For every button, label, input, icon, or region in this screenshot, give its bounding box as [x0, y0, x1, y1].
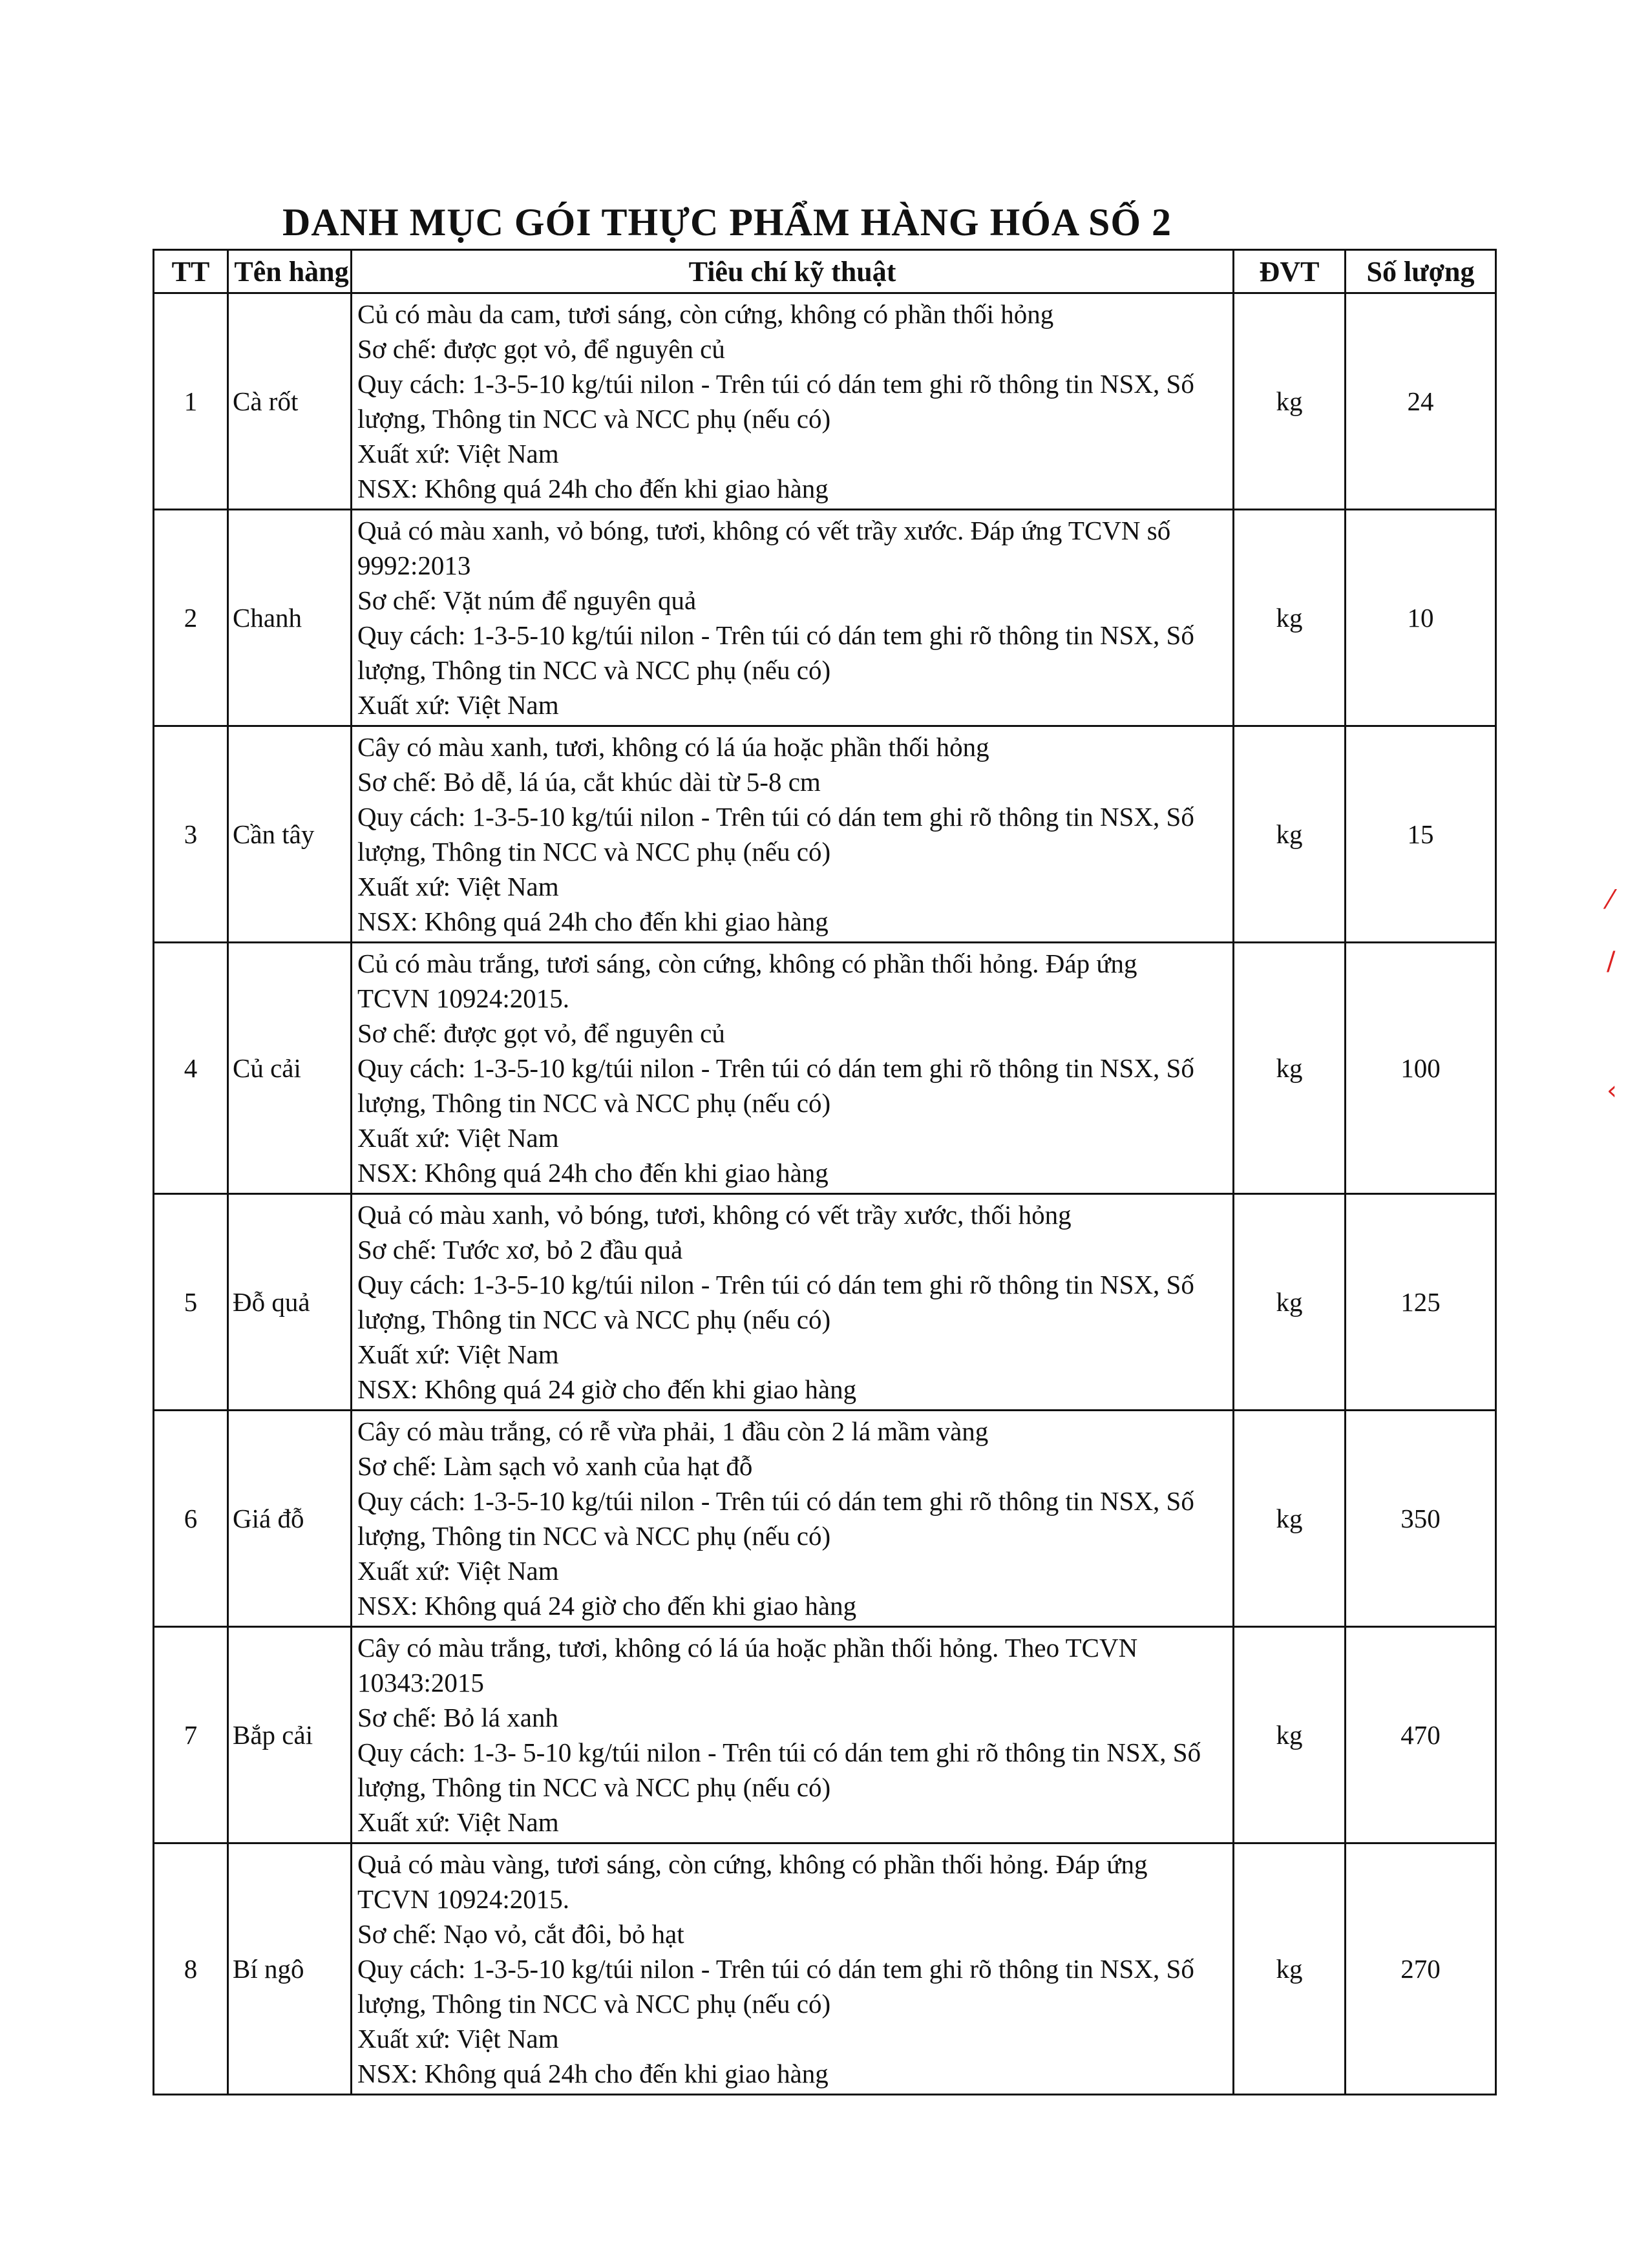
row-spec: [352, 1843, 1234, 2095]
row-spec: [352, 726, 1234, 943]
spec-line: Xuất xứ: Việt Nam: [357, 1123, 559, 1153]
spec-line: NSX: Không quá 24h cho đến khi giao hàng: [357, 1158, 829, 1188]
spec-line: lượng, Thông tin NCC và NCC phụ (nếu có): [357, 1772, 831, 1802]
spec-line: NSX: Không quá 24h cho đến khi giao hàng: [357, 907, 829, 936]
row-unit: kg: [1234, 1843, 1346, 2095]
row-name: Bắp cải: [228, 1627, 352, 1843]
spec-line: NSX: Không quá 24h cho đến khi giao hàng: [357, 2059, 829, 2088]
header-name: Tên hàng: [228, 250, 352, 293]
row-name: Bí ngô: [228, 1843, 352, 2095]
spec-line: lượng, Thông tin NCC và NCC phụ (nếu có): [357, 1088, 831, 1118]
table-row: [154, 293, 1496, 510]
row-tt: 1: [154, 293, 228, 510]
row-tt: 6: [154, 1411, 228, 1627]
spec-line: NSX: Không quá 24 giờ cho đến khi giao hàng: [357, 1591, 857, 1621]
spec-line: Quy cách: 1-3- 5-10 kg/túi nilon - Trên túi có dán tem ghi rõ thông tin NSX, Số: [357, 1738, 1201, 1767]
spec-line: Sơ chế: Vặt núm để nguyên quả: [357, 585, 697, 615]
row-name: Đỗ quả: [228, 1194, 352, 1411]
row-qty: 100: [1346, 943, 1496, 1194]
spec-line: Quy cách: 1-3-5-10 kg/túi nilon - Trên túi có dán tem ghi rõ thông tin NSX, Số: [357, 1486, 1194, 1516]
spec-line: Sơ chế: Bỏ lá xanh: [357, 1703, 558, 1732]
spec-line: Sơ chế: được gọt vỏ, để nguyên củ: [357, 334, 725, 364]
row-spec: [352, 943, 1234, 1194]
row-spec: [352, 1411, 1234, 1627]
row-qty: 24: [1346, 293, 1496, 510]
spec-line: Quy cách: 1-3-5-10 kg/túi nilon - Trên túi có dán tem ghi rõ thông tin NSX, Số: [357, 802, 1194, 832]
spec-line: Quy cách: 1-3-5-10 kg/túi nilon - Trên túi có dán tem ghi rõ thông tin NSX, Số: [357, 620, 1194, 650]
row-qty: 15: [1346, 726, 1496, 943]
table-row: [154, 1194, 1496, 1411]
margin-mark: /: [1607, 947, 1616, 976]
goods-table: [153, 249, 1497, 2095]
spec-line: Sơ chế: Bỏ dễ, lá úa, cắt khúc dài từ 5-8 cm: [357, 767, 821, 797]
spec-line: Sơ chế: Làm sạch vỏ xanh của hạt đỗ: [357, 1451, 753, 1481]
spec-line: Sơ chế: Tước xơ, bỏ 2 đầu quả: [357, 1235, 683, 1265]
row-name: Cần tây: [228, 726, 352, 943]
row-tt: 7: [154, 1627, 228, 1843]
row-unit: kg: [1234, 510, 1346, 726]
row-spec: [352, 1627, 1234, 1843]
spec-line: Củ có màu da cam, tươi sáng, còn cứng, không có phần thối hỏng: [357, 299, 1054, 329]
row-unit: kg: [1234, 943, 1346, 1194]
spec-line: Xuất xứ: Việt Nam: [357, 439, 559, 468]
spec-line: Sơ chế: Nạo vỏ, cắt đôi, bỏ hạt: [357, 1919, 684, 1949]
row-unit: kg: [1234, 1411, 1346, 1627]
spec-line: lượng, Thông tin NCC và NCC phụ (nếu có): [357, 1989, 831, 2019]
row-spec: [352, 1194, 1234, 1411]
row-tt: 3: [154, 726, 228, 943]
row-name: Củ cải: [228, 943, 352, 1194]
row-unit: kg: [1234, 1194, 1346, 1411]
spec-line: TCVN 10924:2015.: [357, 1884, 569, 1914]
row-qty: 350: [1346, 1411, 1496, 1627]
spec-line: NSX: Không quá 24 giờ cho đến khi giao hàng: [357, 1374, 857, 1404]
row-qty: 10: [1346, 510, 1496, 726]
row-unit: kg: [1234, 726, 1346, 943]
row-tt: 8: [154, 1843, 228, 2095]
page-title: [0, 200, 1648, 245]
margin-mark: ⁄: [1608, 885, 1612, 915]
row-qty: 125: [1346, 1194, 1496, 1411]
table-row: [154, 1627, 1496, 1843]
header-spec: Tiêu chí kỹ thuật: [352, 250, 1234, 293]
row-tt: 4: [154, 943, 228, 1194]
spec-line: Quy cách: 1-3-5-10 kg/túi nilon - Trên túi có dán tem ghi rõ thông tin NSX, Số: [357, 1270, 1194, 1299]
spec-line: 10343:2015: [357, 1668, 484, 1697]
spec-line: 9992:2013: [357, 551, 471, 580]
spec-line: lượng, Thông tin NCC và NCC phụ (nếu có): [357, 837, 831, 866]
table-body: [154, 293, 1496, 2095]
spec-line: Xuất xứ: Việt Nam: [357, 1556, 559, 1586]
row-spec: [352, 510, 1234, 726]
spec-line: Xuất xứ: Việt Nam: [357, 2024, 559, 2053]
header-unit: ĐVT: [1234, 250, 1346, 293]
table-row: [154, 510, 1496, 726]
spec-line: NSX: Không quá 24h cho đến khi giao hàng: [357, 474, 829, 503]
table-row: [154, 726, 1496, 943]
spec-line: TCVN 10924:2015.: [357, 983, 569, 1013]
row-name: Chanh: [228, 510, 352, 726]
page-title-text: DANH MỤC GÓI THỰC PHẨM HÀNG HÓA SỐ 2: [282, 201, 1172, 244]
spec-line: Cây có màu trắng, có rễ vừa phải, 1 đầu còn 2 lá mầm vàng: [357, 1416, 989, 1446]
table-row: [154, 1843, 1496, 2095]
row-name: Cà rốt: [228, 293, 352, 510]
spec-line: lượng, Thông tin NCC và NCC phụ (nếu có): [357, 1521, 831, 1551]
spec-line: Quả có màu xanh, vỏ bóng, tươi, không có vết trầy xước. Đáp ứng TCVN số: [357, 516, 1171, 545]
spec-line: Xuất xứ: Việt Nam: [357, 690, 559, 720]
spec-line: Xuất xứ: Việt Nam: [357, 872, 559, 901]
margin-mark: ‹: [1607, 1076, 1617, 1106]
spec-line: Cây có màu trắng, tươi, không có lá úa hoặc phần thối hỏng. Theo TCVN: [357, 1633, 1138, 1663]
spec-line: Xuất xứ: Việt Nam: [357, 1807, 559, 1837]
row-qty: 270: [1346, 1843, 1496, 2095]
row-name: Giá đỗ: [228, 1411, 352, 1627]
spec-line: lượng, Thông tin NCC và NCC phụ (nếu có): [357, 1305, 831, 1334]
spec-line: Củ có màu trắng, tươi sáng, còn cứng, không có phần thối hỏng. Đáp ứng: [357, 949, 1137, 978]
row-tt: 2: [154, 510, 228, 726]
row-tt: 5: [154, 1194, 228, 1411]
table-row: [154, 1411, 1496, 1627]
table-row: [154, 943, 1496, 1194]
spec-line: Cây có màu xanh, tươi, không có lá úa hoặc phần thối hỏng: [357, 732, 989, 762]
header-qty: Số lượng: [1346, 250, 1496, 293]
spec-line: Xuất xứ: Việt Nam: [357, 1339, 559, 1369]
spec-line: lượng, Thông tin NCC và NCC phụ (nếu có): [357, 655, 831, 685]
table-header-row: [154, 250, 1496, 293]
row-unit: kg: [1234, 1627, 1346, 1843]
spec-line: Quy cách: 1-3-5-10 kg/túi nilon - Trên túi có dán tem ghi rõ thông tin NSX, Số: [357, 1053, 1194, 1083]
spec-line: Quy cách: 1-3-5-10 kg/túi nilon - Trên túi có dán tem ghi rõ thông tin NSX, Số: [357, 369, 1194, 399]
spec-line: Quả có màu vàng, tươi sáng, còn cứng, không có phần thối hỏng. Đáp ứng: [357, 1849, 1148, 1879]
spec-line: lượng, Thông tin NCC và NCC phụ (nếu có): [357, 404, 831, 434]
header-tt: TT: [154, 250, 228, 293]
spec-line: Quả có màu xanh, vỏ bóng, tươi, không có vết trầy xước, thối hỏng: [357, 1200, 1072, 1230]
row-unit: kg: [1234, 293, 1346, 510]
spec-line: Quy cách: 1-3-5-10 kg/túi nilon - Trên túi có dán tem ghi rõ thông tin NSX, Số: [357, 1954, 1194, 1984]
row-qty: 470: [1346, 1627, 1496, 1843]
row-spec: [352, 293, 1234, 510]
spec-line: Sơ chế: được gọt vỏ, để nguyên củ: [357, 1018, 725, 1048]
